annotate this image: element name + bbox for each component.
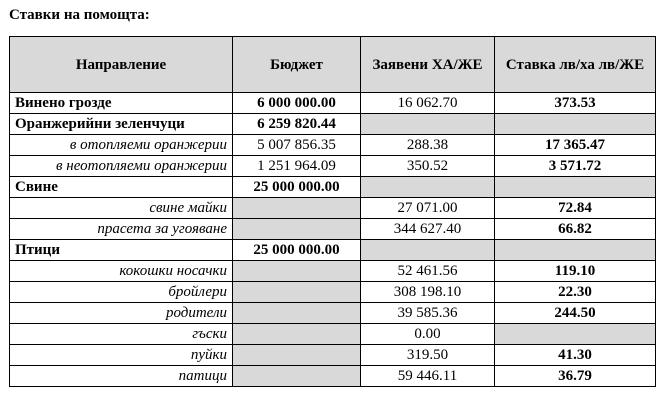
cell-budget <box>233 303 361 324</box>
cell-direction: Винено грозде <box>10 93 233 114</box>
cell-budget: 6 000 000.00 <box>233 93 361 114</box>
table-row <box>10 303 656 324</box>
table-row <box>10 177 656 198</box>
table-row <box>10 156 656 177</box>
table-row <box>10 240 656 261</box>
cell-budget: 1 251 964.09 <box>233 156 361 177</box>
cell-direction: в отопляеми оранжерии <box>10 135 233 156</box>
cell-budget <box>233 198 361 219</box>
cell-budget <box>233 345 361 366</box>
table-row <box>10 198 656 219</box>
cell-rate: 72.84 <box>495 198 656 219</box>
aid-rates-table <box>9 36 656 387</box>
cell-direction: прасета за угояване <box>10 219 233 240</box>
cell-rate: 22.30 <box>495 282 656 303</box>
cell-rate <box>495 114 656 135</box>
cell-declared: 27 071.00 <box>361 198 495 219</box>
cell-budget: 25 000 000.00 <box>233 177 361 198</box>
cell-declared: 288.38 <box>361 135 495 156</box>
cell-rate <box>495 240 656 261</box>
cell-declared: 0.00 <box>361 324 495 345</box>
cell-direction: пуйки <box>10 345 233 366</box>
cell-rate <box>495 324 656 345</box>
cell-direction: гъски <box>10 324 233 345</box>
table-row <box>10 135 656 156</box>
cell-declared: 350.52 <box>361 156 495 177</box>
table-row <box>10 93 656 114</box>
cell-rate: 36.79 <box>495 366 656 387</box>
cell-budget: 5 007 856.35 <box>233 135 361 156</box>
cell-rate: 3 571.72 <box>495 156 656 177</box>
cell-budget <box>233 219 361 240</box>
table-row <box>10 366 656 387</box>
column-header-direction: Направление <box>10 37 233 93</box>
cell-declared: 344 627.40 <box>361 219 495 240</box>
cell-direction: родители <box>10 303 233 324</box>
column-header-budget: Бюджет <box>233 37 361 93</box>
cell-budget: 6 259 820.44 <box>233 114 361 135</box>
cell-direction: Свине <box>10 177 233 198</box>
table-row <box>10 282 656 303</box>
cell-declared: 39 585.36 <box>361 303 495 324</box>
cell-rate: 373.53 <box>495 93 656 114</box>
cell-direction: Птици <box>10 240 233 261</box>
cell-budget: 25 000 000.00 <box>233 240 361 261</box>
cell-rate: 17 365.47 <box>495 135 656 156</box>
cell-rate: 244.50 <box>495 303 656 324</box>
cell-declared <box>361 114 495 135</box>
table-header-row <box>10 37 656 93</box>
table-row <box>10 114 656 135</box>
page-heading: Ставки на помощта: <box>9 7 150 23</box>
cell-declared <box>361 240 495 261</box>
cell-budget <box>233 282 361 303</box>
cell-direction: в неотопляеми оранжерии <box>10 156 233 177</box>
cell-direction: бройлери <box>10 282 233 303</box>
table-row <box>10 345 656 366</box>
cell-declared: 59 446.11 <box>361 366 495 387</box>
table-row <box>10 324 656 345</box>
cell-direction: Оранжерийни зеленчуци <box>10 114 233 135</box>
cell-direction: свине майки <box>10 198 233 219</box>
cell-budget <box>233 366 361 387</box>
cell-rate: 119.10 <box>495 261 656 282</box>
cell-budget <box>233 324 361 345</box>
cell-declared <box>361 177 495 198</box>
table-row <box>10 219 656 240</box>
cell-declared: 16 062.70 <box>361 93 495 114</box>
cell-direction: патици <box>10 366 233 387</box>
table-body <box>10 93 656 387</box>
cell-declared: 52 461.56 <box>361 261 495 282</box>
cell-rate: 66.82 <box>495 219 656 240</box>
table-row <box>10 261 656 282</box>
cell-declared: 319.50 <box>361 345 495 366</box>
column-header-declared: Заявени ХА/ЖЕ <box>361 37 495 93</box>
cell-budget <box>233 261 361 282</box>
cell-declared: 308 198.10 <box>361 282 495 303</box>
column-header-rate: Ставка лв/ха лв/ЖЕ <box>495 37 656 93</box>
cell-rate: 41.30 <box>495 345 656 366</box>
cell-rate <box>495 177 656 198</box>
cell-direction: кокошки носачки <box>10 261 233 282</box>
